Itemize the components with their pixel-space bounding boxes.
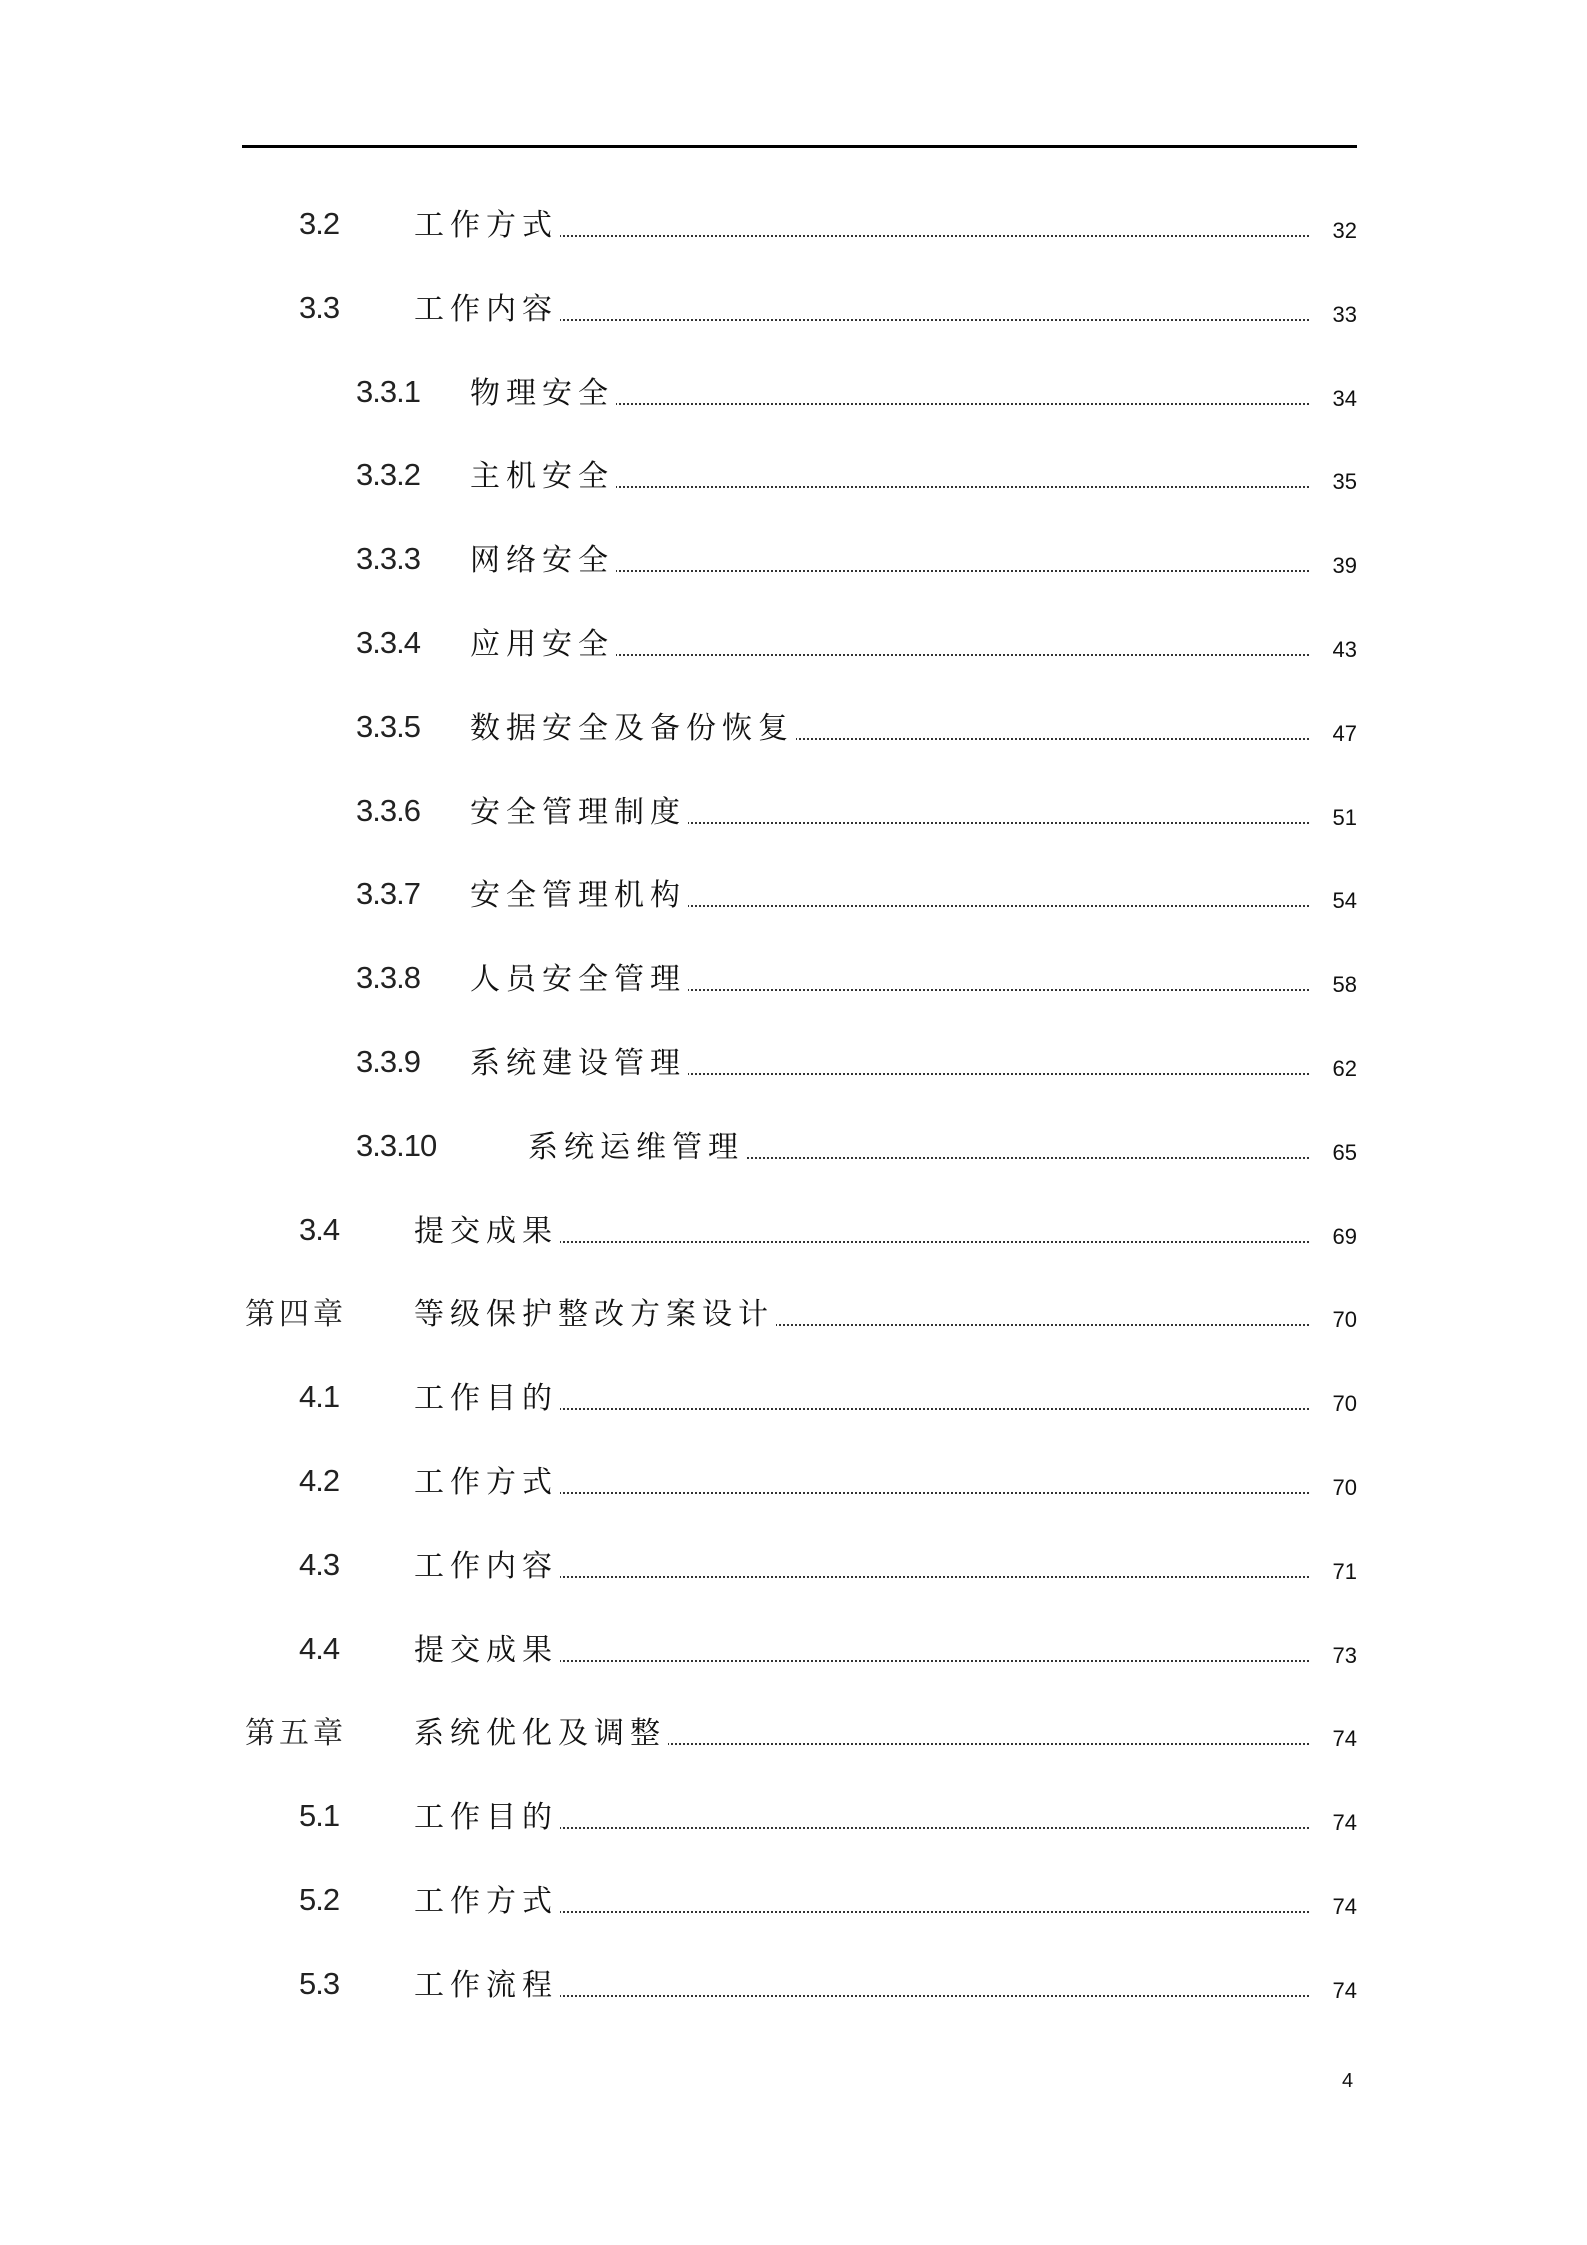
toc-entry-number: 3.3.10 — [356, 1127, 437, 1163]
toc-entry-number: 4.1 — [299, 1379, 340, 1415]
toc-entry-page: 74 — [1332, 1726, 1357, 1752]
toc-entry[interactable] — [0, 1625, 1357, 1675]
toc-entry-number: 3.3.5 — [356, 708, 420, 744]
toc-entry-page: 74 — [1332, 1977, 1357, 2003]
toc-entry-number: 3.3.3 — [356, 541, 420, 577]
toc-entry-number: 5.1 — [299, 1798, 340, 1834]
toc-entry-title: 系统建设管理 — [470, 1038, 688, 1082]
toc-entry[interactable] — [0, 1122, 1357, 1172]
toc-entry-title: 工作目的 — [414, 1792, 560, 1836]
toc-entry[interactable] — [0, 1289, 1357, 1339]
toc-entry-number: 5.2 — [299, 1882, 340, 1917]
toc-entry[interactable] — [0, 451, 1357, 501]
toc-entry-page: 54 — [1332, 888, 1357, 914]
toc-entry-page: 69 — [1332, 1223, 1357, 1249]
toc-entry-number: 3.3.8 — [356, 960, 420, 996]
toc-entry[interactable] — [0, 1541, 1357, 1591]
toc-entry-title: 人员安全管理 — [470, 954, 688, 998]
toc-entry-page: 51 — [1332, 804, 1357, 830]
toc-entry-title: 工作方式 — [414, 1876, 560, 1920]
toc-entry[interactable] — [0, 787, 1357, 837]
toc-entry-title: 物理安全 — [470, 368, 616, 412]
toc-entry-title: 工作方式 — [414, 200, 560, 244]
toc-entry-number: 3.3.4 — [356, 625, 420, 660]
toc-entry-page: 65 — [1332, 1139, 1357, 1165]
toc-entry-title: 工作内容 — [414, 1541, 560, 1585]
toc-entry-page: 39 — [1332, 553, 1357, 579]
toc-entry[interactable] — [0, 1373, 1357, 1423]
toc-entry-title: 等级保护整改方案设计 — [414, 1289, 776, 1333]
toc-entry[interactable] — [0, 1206, 1357, 1256]
toc-entry-number: 5.3 — [299, 1965, 340, 2001]
toc-entry-title: 系统运维管理 — [528, 1122, 746, 1166]
toc-entry-number: 第五章 — [245, 1716, 347, 1752]
toc-entry-title: 应用安全 — [470, 619, 616, 663]
toc-entry-title: 系统优化及调整 — [414, 1708, 668, 1752]
toc-entry-page: 32 — [1332, 218, 1357, 243]
toc-entry-number: 3.3.6 — [356, 792, 420, 828]
toc-entry-title: 提交成果 — [414, 1625, 560, 1669]
toc-entry-page: 43 — [1332, 637, 1357, 662]
page-number: 4 — [1342, 2070, 1354, 2092]
toc-entry-title: 提交成果 — [414, 1206, 560, 1250]
toc-entry-title: 工作方式 — [414, 1457, 560, 1501]
toc-entry-page: 34 — [1332, 385, 1357, 411]
toc-entry-number: 3.3.9 — [356, 1044, 420, 1079]
toc-entry-title: 数据安全及备份恢复 — [470, 703, 796, 747]
toc-entry-page: 74 — [1332, 1810, 1357, 1836]
toc-entry[interactable] — [0, 368, 1357, 418]
toc-entry-number: 3.4 — [299, 1211, 340, 1247]
toc-entry-title: 工作目的 — [414, 1373, 560, 1417]
toc-entry[interactable] — [0, 619, 1357, 669]
toc-entry-title: 工作内容 — [414, 284, 560, 328]
toc-entry[interactable] — [0, 954, 1357, 1004]
toc-entry-page: 35 — [1332, 469, 1357, 495]
toc-entry-number: 4.2 — [299, 1463, 340, 1498]
toc-entry-title: 安全管理机构 — [470, 870, 688, 914]
toc-entry-page: 70 — [1332, 1391, 1357, 1417]
toc-entry-page: 70 — [1332, 1307, 1357, 1333]
toc-entry-title: 网络安全 — [470, 535, 616, 579]
toc-entry-title: 安全管理制度 — [470, 787, 688, 831]
toc-entry[interactable] — [0, 1876, 1357, 1926]
toc-entry-number: 3.3.2 — [356, 457, 420, 493]
toc-entry-title: 主机安全 — [470, 451, 616, 495]
toc-entry[interactable] — [0, 1792, 1357, 1842]
toc-entry[interactable] — [0, 1038, 1357, 1088]
toc-entry[interactable] — [0, 284, 1357, 334]
toc-entry-page: 47 — [1332, 720, 1357, 746]
toc-entry-page: 33 — [1332, 301, 1357, 327]
toc-entry[interactable] — [0, 870, 1357, 920]
toc-entry-number: 3.3 — [299, 289, 340, 325]
toc-entry-number: 3.3.1 — [356, 373, 420, 409]
toc-entry-number: 第四章 — [245, 1297, 347, 1333]
header-rule — [242, 145, 1357, 148]
toc-entry[interactable] — [0, 703, 1357, 753]
toc-entry[interactable] — [0, 1708, 1357, 1758]
toc-entry-number: 3.2 — [299, 206, 340, 241]
toc-entry-page: 62 — [1332, 1056, 1357, 1081]
toc-entry-number: 4.3 — [299, 1546, 340, 1582]
toc-entry[interactable] — [0, 1457, 1357, 1507]
toc-entry-page: 58 — [1332, 972, 1357, 998]
toc-entry-number: 4.4 — [299, 1630, 340, 1666]
toc-entry[interactable] — [0, 200, 1357, 250]
toc-entry-number: 3.3.7 — [356, 876, 420, 912]
toc-entry[interactable] — [0, 1960, 1357, 2010]
toc-entry-title: 工作流程 — [414, 1960, 560, 2004]
toc-entry-page: 71 — [1332, 1558, 1357, 1584]
toc-entry[interactable] — [0, 535, 1357, 585]
toc-entry-page: 70 — [1332, 1475, 1357, 1500]
toc-entry-page: 74 — [1332, 1894, 1357, 1919]
toc-entry-page: 73 — [1332, 1642, 1357, 1668]
